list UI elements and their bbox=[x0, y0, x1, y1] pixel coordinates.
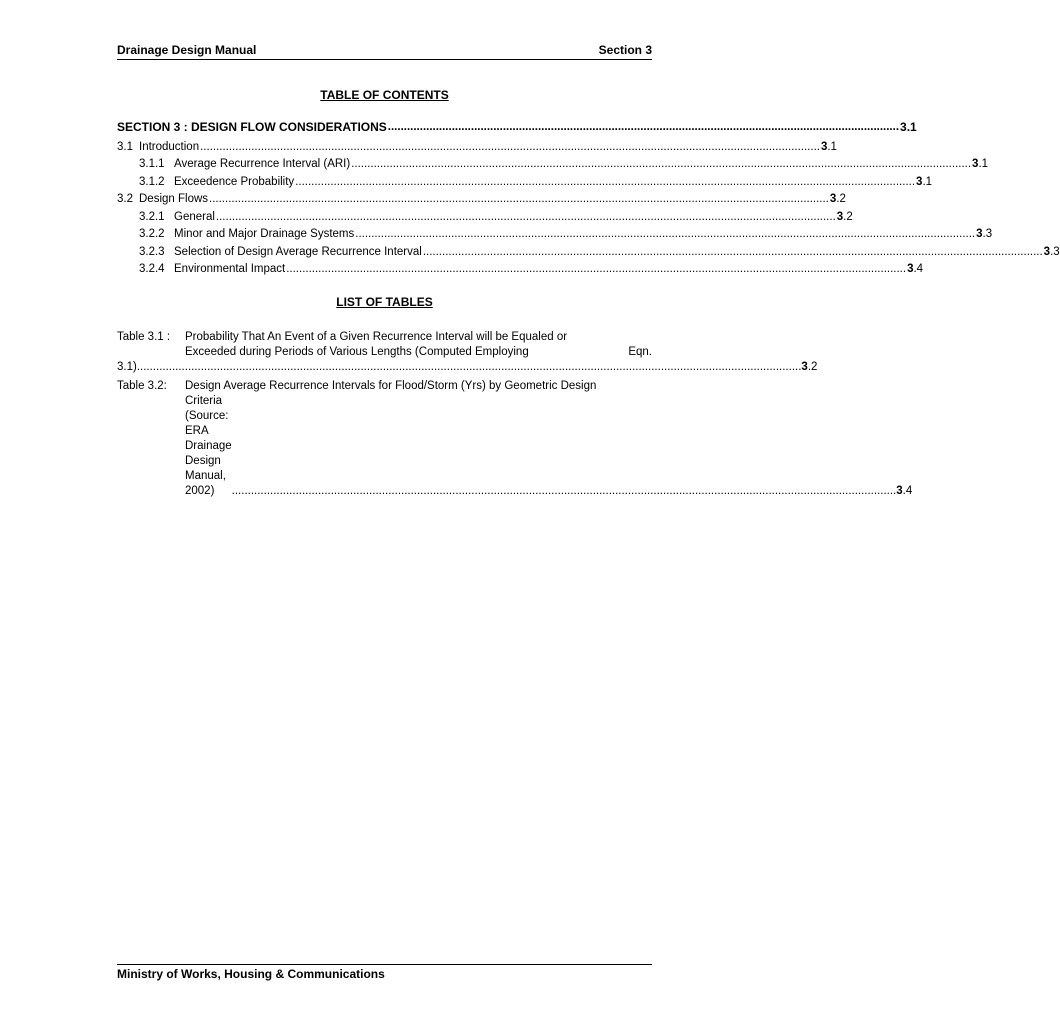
toc-entry-3-2-1[interactable] bbox=[117, 209, 853, 227]
dot-leader: .................................................................................................................................................................................................. bbox=[209, 193, 829, 205]
section-label: Section 3 bbox=[598, 43, 652, 57]
toc-label: Exceedence Probability bbox=[174, 175, 295, 188]
list-of-tables-title: LIST OF TABLES bbox=[336, 295, 433, 309]
toc-label: General bbox=[174, 210, 215, 223]
toc-section-entry[interactable] bbox=[117, 119, 917, 137]
dot-leader: .................................................................................................................................................................................................. bbox=[295, 175, 916, 188]
table-page-number: 3.4 bbox=[896, 485, 913, 497]
footer-ministry: Ministry of Works, Housing & Communications bbox=[117, 967, 385, 981]
dot-leader: .................................................................................................................................................................................................. bbox=[200, 140, 820, 153]
toc-number: 3.1.1 bbox=[139, 158, 165, 170]
dot-leader: .................................................................................................................................................................................................. bbox=[422, 245, 1043, 258]
toc-label: Average Recurrence Interval (ARI) bbox=[174, 158, 351, 170]
toc-label: Minor and Major Drainage Systems bbox=[174, 228, 355, 240]
toc-page-number: 3.1 bbox=[900, 120, 917, 134]
table-caption-last-line: Criteria (Source: ERA Drainage Design Manual, 2002) ................................................................................................................................................................................................................ 3.4 bbox=[185, 395, 913, 497]
table-caption-line: Probability That An Event of a Given Recurrence Interval will be Equaled or bbox=[185, 331, 568, 343]
page-footer bbox=[117, 964, 652, 981]
table-caption-line: Design Average Recurrence Intervals for Flood/Storm (Yrs) by Geometric Design bbox=[185, 380, 597, 392]
toc-label: Selection of Design Average Recurrence Interval bbox=[174, 245, 422, 258]
toc-page-number: 3.3 bbox=[1043, 245, 1060, 258]
table-caption-line: Eqn. bbox=[628, 346, 652, 358]
toc-number: 3.2.2 bbox=[139, 228, 165, 240]
table-page-number: 3.2 bbox=[801, 361, 818, 373]
table-of-contents bbox=[117, 119, 1060, 279]
toc-entry-3-1-2[interactable] bbox=[117, 174, 933, 192]
toc-label: Environmental Impact bbox=[174, 263, 286, 275]
toc-entry-3-2-4[interactable] bbox=[117, 261, 924, 279]
page-header bbox=[117, 43, 652, 60]
dot-leader: ................................................................................................................................................................ bbox=[387, 121, 900, 133]
toc-title: TABLE OF CONTENTS bbox=[320, 88, 449, 102]
dot-leader: .................................................................................................................................................................................................. bbox=[215, 210, 836, 223]
table-number: Table 3.1 : bbox=[117, 331, 171, 343]
dot-leader: ................................................................................................................................................................................................................ bbox=[136, 361, 802, 373]
toc-number: 3.2.1 bbox=[139, 210, 165, 223]
toc-page-number: 3.1 bbox=[916, 175, 933, 188]
toc-page-number: 3.4 bbox=[907, 263, 924, 275]
list-of-tables bbox=[117, 330, 913, 503]
dot-leader: ................................................................................................................................................................................................................ bbox=[231, 485, 897, 497]
table-caption-last-line: 3.1) ................................................................................................................................................................................................................ 3.2 bbox=[117, 361, 818, 373]
toc-entry-3-1[interactable] bbox=[117, 139, 837, 157]
table-entry-3-2[interactable] bbox=[117, 379, 913, 499]
toc-entry-3-1-1[interactable] bbox=[117, 156, 989, 174]
toc-page-number: 3.3 bbox=[976, 228, 993, 240]
toc-number: 3.2 bbox=[117, 193, 133, 205]
toc-entry-3-2-2[interactable] bbox=[117, 226, 993, 244]
dot-leader: .................................................................................................................................................................................................. bbox=[351, 158, 972, 170]
dot-leader: .................................................................................................................................................................................................. bbox=[355, 228, 976, 240]
document-title: Drainage Design Manual bbox=[117, 43, 257, 57]
toc-entry-3-2-3[interactable] bbox=[117, 244, 1060, 262]
dot-leader: .................................................................................................................................................................................................. bbox=[286, 263, 907, 275]
toc-label: Introduction bbox=[139, 140, 200, 153]
toc-page-number: 3.1 bbox=[820, 140, 837, 153]
toc-entry-3-2[interactable] bbox=[117, 191, 846, 209]
toc-page-number: 3.2 bbox=[829, 193, 846, 205]
toc-number: 3.1.2 bbox=[139, 175, 165, 188]
toc-number: 3.2.3 bbox=[139, 245, 165, 258]
table-number: Table 3.2: bbox=[117, 380, 167, 392]
toc-page-number: 3.1 bbox=[972, 158, 989, 170]
toc-number: 3.2.4 bbox=[139, 263, 165, 275]
table-caption-line: Exceeded during Periods of Various Lengths (Computed Employing bbox=[185, 346, 529, 358]
toc-section-label: SECTION 3 : DESIGN FLOW CONSIDERATIONS bbox=[117, 120, 387, 134]
toc-label: Design Flows bbox=[139, 193, 209, 205]
toc-page-number: 3.2 bbox=[836, 210, 853, 223]
table-entry-3-1[interactable] bbox=[117, 330, 818, 375]
toc-number: 3.1 bbox=[117, 140, 133, 153]
